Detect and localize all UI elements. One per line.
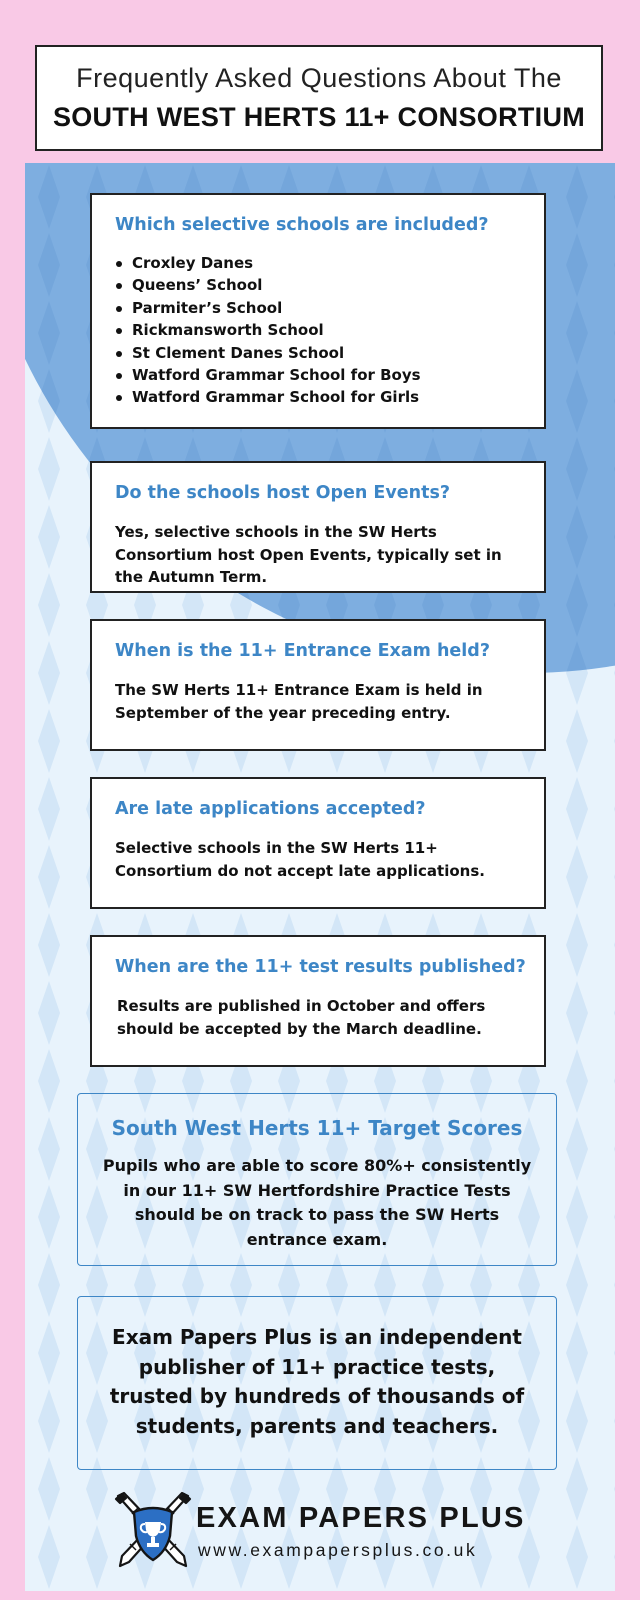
list-item: Croxley Danes [115, 252, 421, 274]
about-text: Exam Papers Plus is an independent publisher of 11+ practice tests, trusted by hundreds of thousands of students, parents and teachers. [109, 1325, 525, 1438]
list-item: St Clement Danes School [115, 342, 421, 364]
brand-name: EXAM PAPERS PLUS [196, 1502, 526, 1534]
faq-question: Do the schools host Open Events? [115, 483, 451, 503]
header-title: SOUTH WEST HERTS 11+ CONSORTIUM [52, 102, 586, 132]
list-item: Queens’ School [115, 274, 421, 296]
faq-answer: Yes, selective schools in the SW Herts Consortium host Open Events, typically set in the Autumn Term. [115, 523, 502, 586]
brand-url[interactable]: www.exampapersplus.co.uk [198, 1540, 478, 1560]
faq-question: Which selective schools are included? [115, 215, 489, 235]
header-title-box [35, 45, 603, 151]
faq-card-late-applications [90, 777, 546, 909]
about-box [77, 1296, 557, 1470]
list-item: Rickmansworth School [115, 319, 421, 341]
brand-logo[interactable] [112, 1490, 532, 1570]
target-scores-box [77, 1093, 557, 1266]
faq-answer: Selective schools in the SW Herts 11+ Consortium do not accept late applications. [115, 839, 485, 880]
faq-card-schools [90, 193, 546, 429]
list-item: Watford Grammar School for Girls [115, 386, 421, 408]
faq-card-results [90, 935, 546, 1067]
school-list [115, 252, 421, 409]
faq-answer: The SW Herts 11+ Entrance Exam is held in September of the year preceding entry. [115, 681, 483, 722]
list-item: Parmiter’s School [115, 297, 421, 319]
header-subtitle: Frequently Asked Questions About The [76, 63, 562, 93]
faq-card-exam-date [90, 619, 546, 751]
faq-question: When are the 11+ test results published? [115, 957, 526, 977]
shield-pencils-icon [112, 1490, 194, 1570]
faq-question: Are late applications accepted? [115, 799, 426, 819]
target-scores-text: Pupils who are able to score 80%+ consistently in our 11+ SW Hertfordshire Practice Tests should be on track to pass the SW Herts entrance exam. [102, 1156, 532, 1249]
faq-answer: Results are published in October and offers should be accepted by the March deadline. [117, 997, 486, 1038]
target-scores-title: South West Herts 11+ Target Scores [111, 1116, 523, 1140]
faq-card-open-events [90, 461, 546, 593]
list-item: Watford Grammar School for Boys [115, 364, 421, 386]
faq-question: When is the 11+ Entrance Exam held? [115, 641, 490, 661]
